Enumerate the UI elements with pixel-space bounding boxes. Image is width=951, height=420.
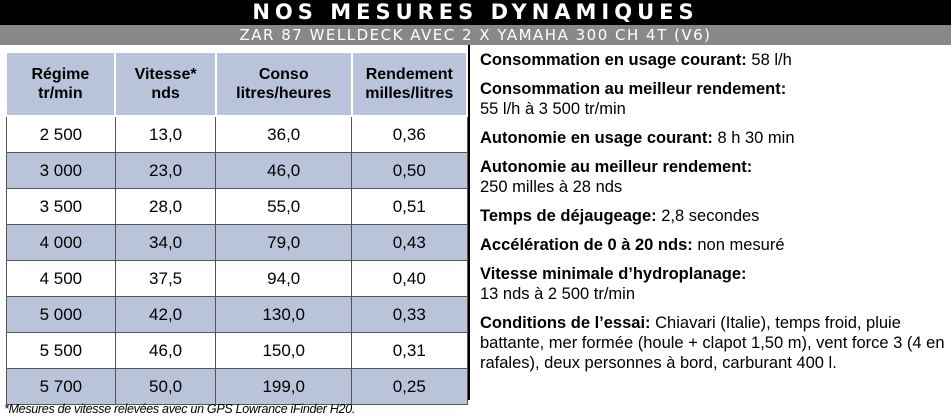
- spec-item: Autonomie au meilleur rendement: 250 milles à 28 nds: [480, 158, 753, 196]
- table-cell: 36,0: [216, 116, 352, 153]
- table-panel: [0, 45, 470, 400]
- table-cell: 3 500: [7, 189, 116, 225]
- column-header-rendement: Rendement milles/litres: [352, 53, 468, 116]
- spec-value: 58 l/h: [751, 51, 792, 69]
- spec-item: Vitesse minimale d’hydroplanage: 13 nds à 2 500 tr/min: [480, 265, 747, 303]
- specs-list: [480, 50, 947, 382]
- table-cell: 0,50: [352, 153, 468, 189]
- table-cell: 46,0: [216, 153, 352, 189]
- page-title: NOS MESURES DYNAMIQUES: [0, 0, 951, 25]
- table-cell: 0,51: [352, 189, 468, 225]
- spec-label: Autonomie au meilleur rendement: [480, 158, 747, 176]
- table-cell: 55,0: [216, 189, 352, 225]
- table-row: [7, 333, 468, 369]
- table-row: [7, 189, 468, 225]
- table-cell: 0,36: [352, 116, 468, 153]
- table-cell: 5 700: [7, 369, 116, 405]
- spec-label: Temps de déjaugeage: [480, 207, 652, 225]
- spec-item: Consommation en usage courant: 58 l/h: [480, 51, 792, 69]
- spec-value: 250 milles à 28 nds: [480, 178, 623, 196]
- table-cell: 4 500: [7, 261, 116, 297]
- spec-item: Consommation au meilleur rendement: 55 l/h à 3 500 tr/min: [480, 80, 787, 118]
- table-cell: 23,0: [115, 153, 216, 189]
- column-header-vitesse: Vitesse* nds: [115, 53, 216, 116]
- table-cell: 5 000: [7, 297, 116, 333]
- measures-table: [6, 53, 468, 405]
- spec-value: 55 l/h à 3 500 tr/min: [480, 100, 626, 118]
- spec-label: Autonomie en usage courant: [480, 129, 708, 147]
- spec-value: 13 nds à 2 500 tr/min: [480, 285, 636, 303]
- spec-label: Accélération de 0 à 20 nds: [480, 236, 688, 254]
- table-row: [7, 153, 468, 189]
- table-cell: 42,0: [115, 297, 216, 333]
- spec-label: Consommation au meilleur rendement: [480, 80, 781, 98]
- table-cell: 28,0: [115, 189, 216, 225]
- table-body: [7, 116, 468, 405]
- table-cell: 150,0: [216, 333, 352, 369]
- spec-label: Consommation en usage courant: [480, 51, 742, 69]
- page-subtitle: ZAR 87 WELLDECK AVEC 2 X YAMAHA 300 CH 4T (V6): [0, 25, 951, 45]
- spec-value: 2,8 secondes: [661, 207, 760, 225]
- spec-label: Conditions de l’essai: [480, 314, 646, 332]
- table-row: [7, 225, 468, 261]
- table-cell: 13,0: [115, 116, 216, 153]
- table-cell: 0,33: [352, 297, 468, 333]
- table-row: [7, 116, 468, 153]
- spec-item: Accélération de 0 à 20 nds: non mesuré: [480, 236, 785, 254]
- table-row: [7, 261, 468, 297]
- spec-item: Conditions de l’essai: Chiavari (Italie), temps froid, pluie battante, mer formée (houle + clapot 1,50 m), vent force 3 (4 en rafales), deux personnes à bord, carburant 400 l.: [480, 314, 945, 372]
- table-cell: 199,0: [216, 369, 352, 405]
- spec-value: non mesuré: [697, 236, 785, 254]
- column-header-conso: Conso litres/heures: [216, 53, 352, 116]
- table-cell: 130,0: [216, 297, 352, 333]
- spec-item: Temps de déjaugeage: 2,8 secondes: [480, 207, 760, 225]
- table-cell: 94,0: [216, 261, 352, 297]
- spec-item: Autonomie en usage courant: 8 h 30 min: [480, 129, 795, 147]
- table-cell: 4 000: [7, 225, 116, 261]
- spec-label: Vitesse minimale d’hydroplanage: [480, 265, 742, 283]
- spec-value: 8 h 30 min: [717, 129, 795, 147]
- table-cell: 3 000: [7, 153, 116, 189]
- table-cell: 46,0: [115, 333, 216, 369]
- table-cell: 0,31: [352, 333, 468, 369]
- table-header-row: [7, 53, 468, 116]
- table-row: [7, 369, 468, 405]
- table-cell: 50,0: [115, 369, 216, 405]
- table-cell: 0,25: [352, 369, 468, 405]
- table-cell: 0,40: [352, 261, 468, 297]
- table-cell: 2 500: [7, 116, 116, 153]
- table-cell: 0,43: [352, 225, 468, 261]
- spec-value: Chiavari (Italie), temps froid, pluie battante, mer formée (houle + clapot 1,50 m), vent force 3 (4 en rafales), deux personnes à bord, carburant 400 l.: [480, 314, 945, 372]
- table-cell: 34,0: [115, 225, 216, 261]
- table-cell: 37,5: [115, 261, 216, 297]
- column-header-regime: Régime tr/min: [7, 53, 116, 116]
- table-cell: 5 500: [7, 333, 116, 369]
- footnote: *Mesures de vitesse relevées avec un GPS Lowrance iFinder H20.: [4, 402, 356, 416]
- table-cell: 79,0: [216, 225, 352, 261]
- table-row: [7, 297, 468, 333]
